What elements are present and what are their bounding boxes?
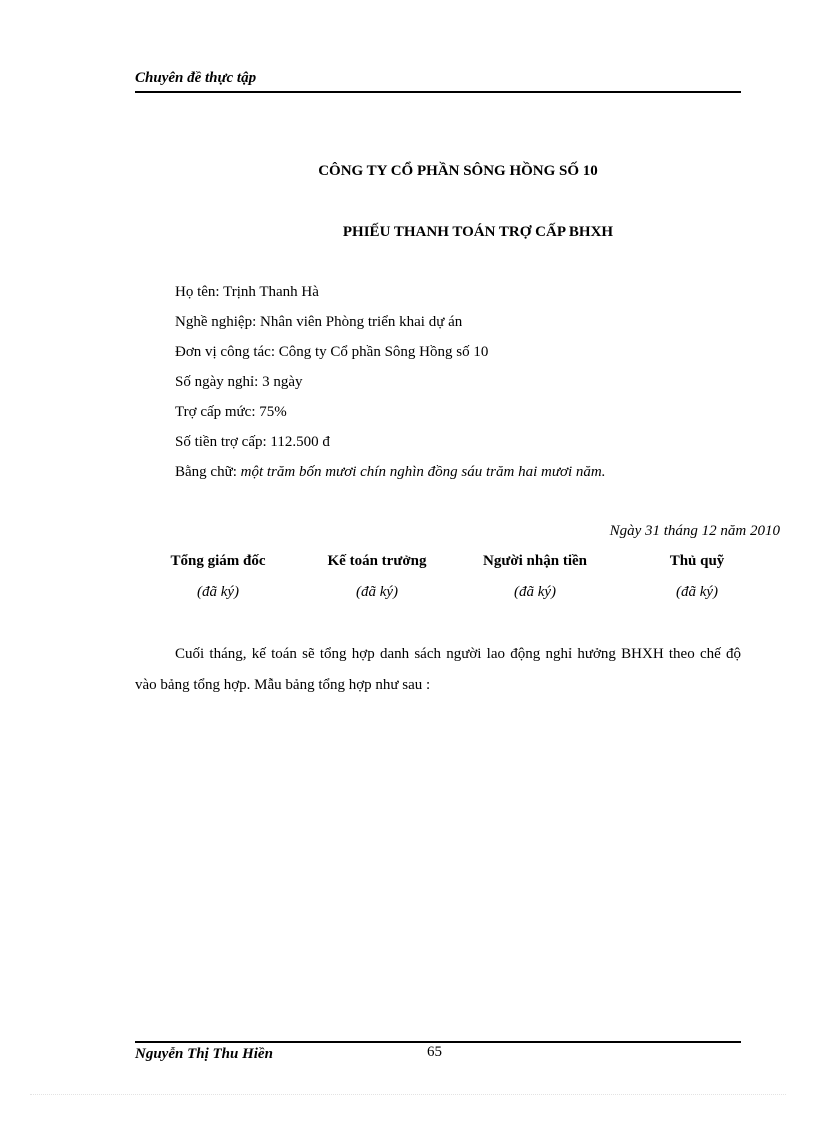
field-label: Nghề nghiệp: <box>175 314 257 330</box>
field-label: Trợ cấp mức: <box>175 404 256 420</box>
field-label: Số ngày nghỉ: <box>175 374 259 390</box>
signature-role-recipient: Người nhận tiền <box>483 553 587 569</box>
field-label: Số tiền trợ cấp: <box>175 434 267 450</box>
field-value: 3 ngày <box>262 374 303 390</box>
page-bottom-dotted-line <box>30 1094 786 1095</box>
field-value: Trịnh Thanh Hà <box>223 284 319 300</box>
field-value: một trăm bốn mươi chín nghìn đồng sáu trăm hai mươi năm. <box>240 464 606 480</box>
field-label: Họ tên: <box>175 284 220 300</box>
field-allowance-amount <box>175 434 330 451</box>
company-name-text: CÔNG TY CỔ PHẦN SÔNG HỒNG SỐ 10 <box>318 163 598 179</box>
body-paragraph-text: Cuối tháng, kế toán sẽ tổng hợp danh sách người lao động nghỉ hưởng BHXH theo chế độ vào bảng tổng hợp. Mẫu bảng tổng hợp như sau : <box>135 646 741 693</box>
signature-role-chief-accountant: Kế toán trưởng <box>327 553 427 569</box>
field-occupation <box>175 314 462 331</box>
field-value: Công ty Cổ phần Sông Hồng số 10 <box>278 344 489 360</box>
field-value: Nhân viên Phòng triển khai dự án <box>259 314 463 330</box>
field-full-name <box>175 284 319 301</box>
page-number: 65 <box>427 1044 442 1060</box>
running-header-title: Chuyên đề thực tập <box>135 70 257 86</box>
field-value: 75% <box>259 404 287 420</box>
signature-status-chief-accountant: (đã ký) <box>355 584 399 600</box>
signature-status-recipient: (đã ký) <box>513 584 557 600</box>
field-value: 112.500 đ <box>270 434 330 450</box>
footer-rule <box>135 1041 741 1043</box>
field-workplace <box>175 344 488 361</box>
field-days-off <box>175 374 303 391</box>
field-label: Bằng chữ: <box>175 464 237 480</box>
signature-role-treasurer: Thủ quỹ <box>669 553 725 569</box>
field-amount-in-words <box>175 464 606 481</box>
signature-status-treasurer: (đã ký) <box>675 584 719 600</box>
document-date: Ngày 31 tháng 12 năm 2010 <box>609 523 780 539</box>
company-name <box>0 163 816 180</box>
signature-status-director: (đã ký) <box>196 584 240 600</box>
footer-author: Nguyễn Thị Thu Hiền <box>135 1046 273 1062</box>
document-title-text: PHIẾU THANH TOÁN TRỢ CẤP BHXH <box>342 224 614 240</box>
document-title <box>0 224 816 241</box>
signature-role-director: Tổng giám đốc <box>170 553 266 569</box>
header-rule <box>135 91 741 93</box>
field-label: Đơn vị công tác: <box>175 344 275 360</box>
field-allowance-rate <box>175 404 287 421</box>
body-paragraph <box>135 639 741 701</box>
